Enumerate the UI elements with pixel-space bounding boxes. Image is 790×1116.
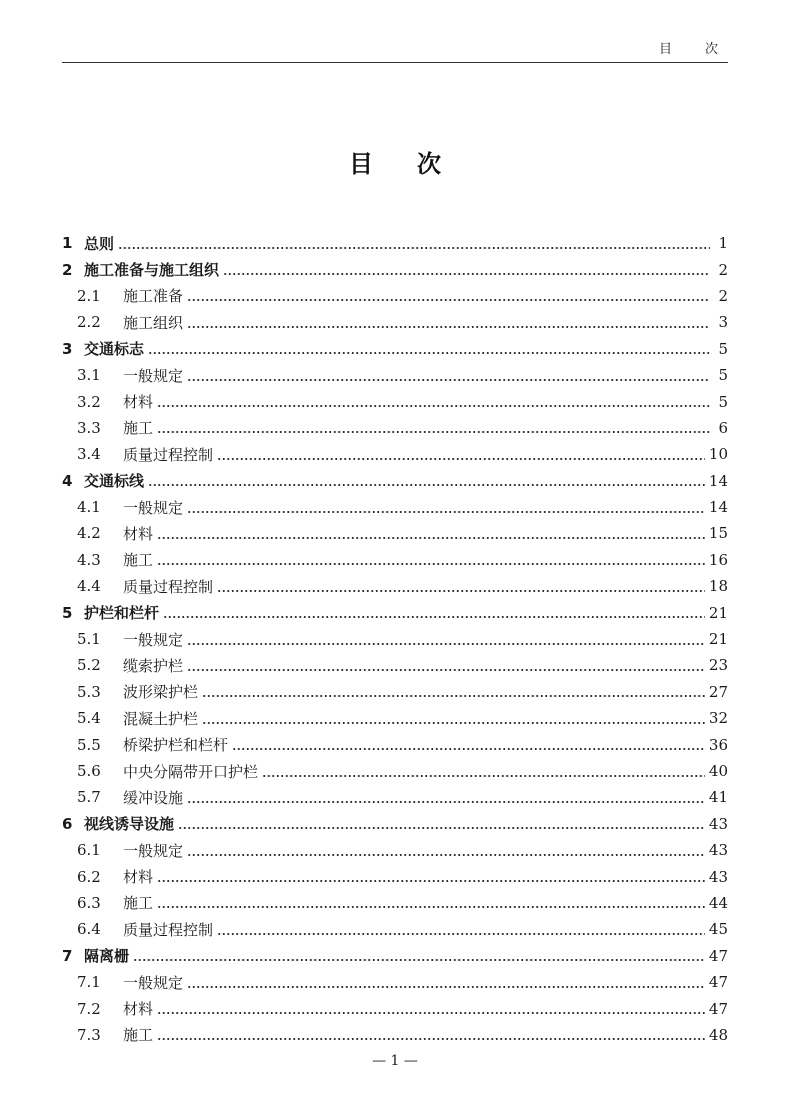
toc-entry-number: 4.1: [77, 498, 101, 517]
toc-entry-page: 45: [708, 920, 728, 939]
toc-entry-title: 施工准备与施工组织: [84, 261, 220, 280]
toc-entry-number: 4.3: [77, 550, 101, 569]
toc-entry-page: 14: [708, 498, 728, 517]
toc-entry-number: 7.1: [77, 973, 101, 992]
toc-entry-page: 14: [708, 471, 728, 490]
toc-entry-title: 质量过程控制: [123, 445, 214, 464]
toc-dot-leader: [163, 606, 705, 621]
toc-chapter-entry[interactable]: [62, 336, 728, 362]
toc-entry-title: 施工组织: [123, 313, 184, 332]
toc-entry-number: 5.1: [77, 630, 101, 649]
toc-entry-number: 5: [62, 603, 73, 622]
toc-dot-leader: [187, 501, 705, 516]
toc-entry-page: 16: [708, 550, 728, 569]
toc-dot-leader: [232, 738, 705, 753]
toc-entry-title: 中央分隔带开口护栏: [123, 762, 259, 781]
toc-dot-leader: [187, 316, 710, 331]
toc-section-entry[interactable]: [62, 863, 728, 889]
toc-entry-title: 缆索护栏: [123, 656, 184, 675]
toc-entry-page: 18: [708, 577, 728, 596]
header-divider: [62, 62, 728, 63]
toc-entry-title: 混凝土护栏: [123, 709, 199, 728]
toc-entry-title: 桥梁护栏和栏杆: [123, 736, 229, 755]
toc-entry-title: 交通标志: [84, 340, 145, 359]
toc-dot-leader: [187, 844, 705, 859]
toc-dot-leader: [148, 474, 705, 489]
toc-entry-title: 材料: [123, 868, 154, 887]
toc-dot-leader: [187, 791, 705, 806]
toc-entry-page: 5: [718, 339, 728, 358]
toc-section-entry[interactable]: [62, 652, 728, 678]
toc-entry-title: 材料: [123, 393, 154, 412]
toc-entry-number: 1: [62, 234, 73, 253]
toc-entry-number: 4.2: [77, 524, 101, 543]
toc-chapter-entry[interactable]: [62, 599, 728, 625]
toc-section-entry[interactable]: [62, 547, 728, 573]
toc-entry-number: 2.1: [77, 286, 101, 305]
toc-entry-title: 一般规定: [123, 841, 184, 860]
toc-section-entry[interactable]: [62, 494, 728, 520]
toc-section-entry[interactable]: [62, 1022, 728, 1048]
toc-entry-title: 一般规定: [123, 630, 184, 649]
toc-dot-leader: [187, 659, 705, 674]
toc-entry-number: 3.4: [77, 445, 101, 464]
toc-section-entry[interactable]: [62, 969, 728, 995]
table-of-contents: [62, 230, 728, 1048]
toc-entry-page: 3: [718, 313, 728, 332]
toc-section-entry[interactable]: [62, 995, 728, 1021]
toc-dot-leader: [118, 237, 710, 252]
toc-section-entry[interactable]: [62, 520, 728, 546]
toc-entry-number: 7.3: [77, 1025, 101, 1044]
toc-chapter-entry[interactable]: [62, 811, 728, 837]
toc-entry-title: 总则: [84, 234, 115, 253]
toc-dot-leader: [223, 263, 710, 278]
toc-dot-leader: [178, 817, 705, 832]
toc-entry-page: 23: [708, 656, 728, 675]
toc-entry-page: 44: [708, 893, 728, 912]
toc-entry-page: 5: [718, 366, 728, 385]
toc-section-entry[interactable]: [62, 362, 728, 388]
toc-entry-number: 5.6: [77, 762, 101, 780]
toc-entry-title: 材料: [123, 1000, 154, 1019]
toc-section-entry[interactable]: [62, 679, 728, 705]
running-header: 目 次: [658, 42, 728, 57]
toc-entry-page: 43: [708, 867, 728, 886]
toc-entry-page: 1: [718, 234, 728, 253]
toc-dot-leader: [157, 896, 705, 911]
toc-entry-number: 7.2: [77, 999, 101, 1018]
toc-dot-leader: [157, 870, 705, 885]
toc-dot-leader: [187, 289, 710, 304]
toc-entry-page: 21: [708, 630, 728, 649]
toc-entry-title: 一般规定: [123, 498, 184, 517]
toc-entry-title: 一般规定: [123, 973, 184, 992]
toc-dot-leader: [157, 421, 710, 436]
toc-dot-leader: [148, 342, 710, 357]
toc-chapter-entry[interactable]: [62, 256, 728, 282]
toc-entry-page: 43: [708, 841, 728, 860]
toc-chapter-entry[interactable]: [62, 468, 728, 494]
toc-dot-leader: [202, 685, 705, 700]
toc-entry-page: 5: [718, 392, 728, 411]
toc-dot-leader: [187, 976, 705, 991]
toc-dot-leader: [217, 448, 705, 463]
toc-section-entry[interactable]: [62, 837, 728, 863]
toc-entry-page: 10: [708, 445, 728, 464]
toc-entry-page: 47: [708, 946, 728, 965]
toc-entry-title: 一般规定: [123, 366, 184, 385]
toc-entry-page: 2: [718, 260, 728, 279]
toc-entry-page: 6: [718, 418, 728, 437]
toc-chapter-entry[interactable]: [62, 943, 728, 969]
toc-entry-number: 6.1: [77, 841, 101, 860]
toc-section-entry[interactable]: [62, 441, 728, 467]
toc-entry-number: 2: [62, 260, 73, 279]
toc-entry-title: 隔离栅: [84, 947, 130, 966]
toc-dot-leader: [157, 1028, 705, 1043]
toc-dot-leader: [133, 949, 705, 964]
toc-entry-page: 48: [708, 1025, 728, 1044]
toc-entry-number: 5.3: [77, 682, 101, 701]
toc-section-entry[interactable]: [62, 890, 728, 916]
toc-entry-number: 4.4: [77, 577, 101, 596]
toc-entry-title: 材料: [123, 524, 154, 543]
toc-dot-leader: [217, 923, 705, 938]
toc-section-entry[interactable]: [62, 309, 728, 335]
toc-entry-title: 护栏和栏杆: [84, 604, 160, 623]
toc-entry-number: 5.5: [77, 735, 101, 754]
toc-dot-leader: [262, 765, 705, 780]
toc-section-entry[interactable]: [62, 283, 728, 309]
toc-entry-number: 4: [62, 471, 73, 490]
toc-entry-number: 3.3: [77, 418, 101, 437]
toc-entry-number: 5.4: [77, 709, 101, 728]
toc-dot-leader: [157, 553, 705, 568]
toc-entry-number: 6.3: [77, 893, 101, 912]
toc-entry-number: 6: [62, 814, 73, 833]
toc-entry-page: 41: [708, 788, 728, 807]
toc-section-entry[interactable]: [62, 705, 728, 731]
toc-chapter-entry[interactable]: [62, 230, 728, 256]
toc-entry-title: 质量过程控制: [123, 920, 214, 939]
toc-entry-page: 43: [708, 814, 728, 833]
toc-section-entry[interactable]: [62, 731, 728, 757]
toc-section-entry[interactable]: [62, 784, 728, 810]
toc-entry-page: 2: [718, 286, 728, 305]
toc-dot-leader: [157, 527, 705, 542]
page-title: 目次: [349, 150, 485, 178]
toc-entry-number: 6.4: [77, 920, 101, 939]
toc-entry-number: 3.2: [77, 392, 101, 411]
toc-entry-page: 40: [708, 762, 728, 780]
toc-entry-title: 施工准备: [123, 287, 184, 306]
toc-dot-leader: [157, 395, 710, 410]
toc-entry-title: 交通标线: [84, 472, 145, 491]
toc-entry-title: 质量过程控制: [123, 577, 214, 596]
toc-dot-leader: [157, 1002, 705, 1017]
toc-dot-leader: [217, 580, 705, 595]
toc-section-entry[interactable]: [62, 916, 728, 942]
toc-section-entry[interactable]: [62, 388, 728, 414]
toc-entry-number: 5.7: [77, 788, 101, 807]
toc-entry-number: 6.2: [77, 867, 101, 886]
toc-section-entry[interactable]: [62, 758, 728, 784]
toc-dot-leader: [202, 712, 705, 727]
toc-entry-page: 47: [708, 973, 728, 992]
toc-entry-title: 缓冲设施: [123, 788, 184, 807]
toc-entry-number: 5.2: [77, 656, 101, 675]
toc-entry-number: 3.1: [77, 366, 101, 385]
toc-entry-title: 施工: [123, 894, 154, 913]
toc-section-entry[interactable]: [62, 626, 728, 652]
toc-entry-title: 视线诱导设施: [84, 815, 175, 834]
toc-entry-title: 施工: [123, 419, 154, 438]
toc-entry-title: 施工: [123, 551, 154, 570]
toc-dot-leader: [187, 633, 705, 648]
toc-section-entry[interactable]: [62, 573, 728, 599]
toc-entry-title: 波形梁护栏: [123, 683, 199, 702]
page-number: — 1 —: [372, 1053, 418, 1069]
toc-entry-number: 7: [62, 946, 73, 965]
toc-entry-number: 2.2: [77, 313, 101, 332]
toc-entry-number: 3: [62, 339, 73, 358]
toc-entry-page: 32: [708, 709, 728, 728]
toc-entry-page: 36: [708, 735, 728, 754]
toc-entry-page: 47: [708, 999, 728, 1018]
toc-entry-page: 15: [708, 524, 728, 543]
toc-entry-page: 21: [708, 603, 728, 622]
toc-section-entry[interactable]: [62, 415, 728, 441]
toc-entry-title: 施工: [123, 1026, 154, 1045]
toc-dot-leader: [187, 369, 710, 384]
toc-entry-page: 27: [708, 682, 728, 701]
